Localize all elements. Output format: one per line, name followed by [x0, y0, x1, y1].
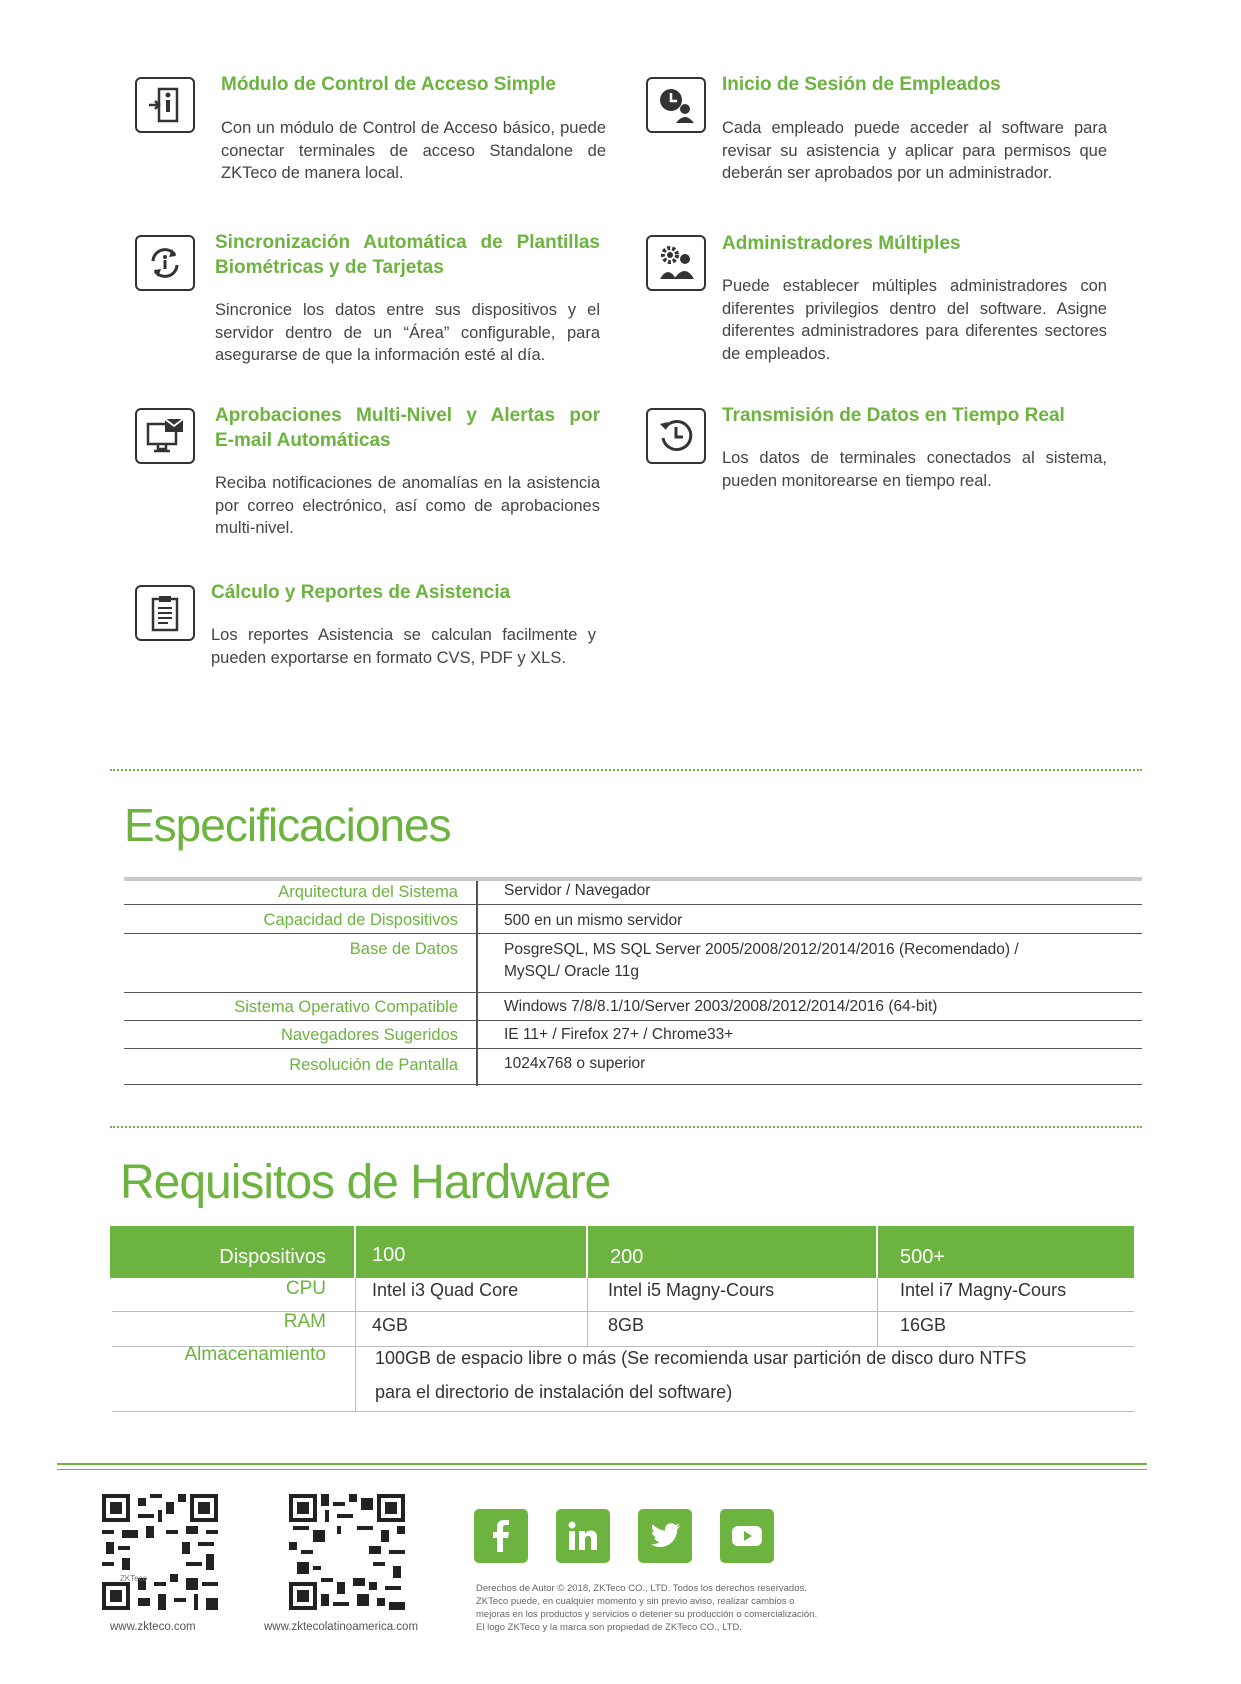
- hw-header-label-cell: [110, 1226, 354, 1278]
- feature-description: Sincronice los datos entre sus dispositivos y el servidor dentro de un “Área” configurable, para asegurarse de que la información esté al día.: [215, 301, 600, 364]
- spec-label: Resolución de Pantalla: [289, 1056, 458, 1074]
- hw-row-divider: [112, 1411, 1134, 1412]
- footer-rule: [57, 1463, 1147, 1465]
- hw-storage-value: para el directorio de instalación del software): [375, 1382, 733, 1402]
- hw-cpu-label: CPU: [285, 1278, 326, 1299]
- hw-column-divider: [587, 1278, 588, 1346]
- section-divider: [110, 1126, 1142, 1128]
- feature-title: Administradores Múltiples: [722, 233, 961, 254]
- spec-value: Windows 7/8/8.1/10/Server 2003/2008/2012/2014/2016 (64-bit): [504, 998, 938, 1015]
- hw-column-divider: [355, 1278, 356, 1412]
- spec-value: 500 en un mismo servidor: [504, 912, 683, 929]
- hw-cpu-500: Intel i7 Magny-Cours: [900, 1280, 1067, 1300]
- feature-title: Transmisión de Datos en Tiempo Real: [722, 405, 1065, 426]
- qr-code-zkteco[interactable]: [102, 1494, 218, 1610]
- twitter-icon[interactable]: [638, 1509, 692, 1563]
- youtube-icon[interactable]: [720, 1509, 774, 1563]
- spec-row: [124, 1050, 1142, 1085]
- copyright-line: El logo ZKTeco y la marca son propiedad de ZKTeco CO., LTD.: [476, 1622, 742, 1633]
- feature-title: Biométricas y de Tarjetas: [215, 257, 444, 278]
- feature-title: E-mail Automáticas: [215, 430, 391, 451]
- hw-column-divider: [877, 1278, 878, 1346]
- spec-value: Servidor / Navegador: [504, 882, 651, 899]
- multi-admin-icon: [646, 235, 706, 291]
- copyright-line: mejoras en los productos y servicios o detener su producción o comercialización.: [476, 1609, 818, 1620]
- qr-caption[interactable]: www.zkteco.com: [110, 1621, 196, 1633]
- hardware-title: Requisitos de Hardware: [120, 1156, 611, 1209]
- hw-storage-label: Almacenamiento: [184, 1344, 326, 1365]
- spec-value: PosgreSQL, MS SQL Server 2005/2008/2012/2014/2016 (Recomendado) /: [504, 941, 1019, 958]
- sync-icon: [135, 235, 195, 291]
- hw-header-label: Dispositivos: [219, 1246, 326, 1268]
- hw-header-cell: [588, 1226, 876, 1278]
- spec-label: Capacidad de Dispositivos: [263, 911, 458, 929]
- spec-value: IE 11+ / Firefox 27+ / Chrome33+: [504, 1026, 734, 1043]
- feature-description: Puede establecer múltiples administradores con diferentes privilegios dentro del software. Asigne diferentes administradores para diferentes sectores de empleados.: [722, 277, 1107, 363]
- copyright-line: ZKTeco puede, en cualquier momento y sin previo aviso, realizar cambios o: [476, 1596, 795, 1607]
- facebook-icon[interactable]: [474, 1509, 528, 1563]
- feature-title: Aprobaciones Multi-Nivel y Alertas por: [215, 405, 600, 426]
- spec-label: Navegadores Sugeridos: [280, 1026, 458, 1044]
- realtime-clock-icon: [646, 408, 706, 464]
- hw-header-cell: [878, 1226, 1134, 1278]
- spec-row: [124, 994, 1142, 1021]
- feature-title: Cálculo y Reportes de Asistencia: [211, 582, 511, 603]
- footer-rule: [57, 1469, 1147, 1470]
- qr-logo: ZKTeco: [120, 1574, 148, 1583]
- spec-row: [124, 906, 1142, 934]
- spec-row: [124, 1022, 1142, 1049]
- feature-title: Sincronización Automática de Plantillas: [215, 232, 600, 253]
- section-divider: [110, 769, 1142, 771]
- qr-caption[interactable]: www.zktecolatinoamerica.com: [264, 1621, 419, 1633]
- employee-clock-icon: [646, 77, 706, 133]
- hw-cpu-200: Intel i5 Magny-Cours: [608, 1280, 775, 1300]
- feature-description: Los datos de terminales conectados al sistema, pueden monitorearse en tiempo real.: [722, 449, 1107, 490]
- copyright-line: Derechos de Autor © 2018, ZKTeco CO., LTD. Todos los derechos reservados.: [476, 1583, 807, 1594]
- feature-description: Cada empleado puede acceder al software para revisar su asistencia y aplicar para permisos que deberán ser aprobados por un administrador.: [722, 119, 1107, 182]
- hw-storage-value: 100GB de espacio libre o más (Se recomienda usar partición de disco duro NTFS: [375, 1348, 1027, 1368]
- hw-header-cell: [356, 1226, 586, 1278]
- hw-ram-100: 4GB: [372, 1315, 409, 1335]
- hw-header-500: 500+: [900, 1246, 946, 1268]
- specs-title: Especificaciones: [124, 799, 451, 851]
- hw-ram-500: 16GB: [900, 1315, 947, 1335]
- spec-label: Arquitectura del Sistema: [278, 883, 458, 901]
- hw-ram-200: 8GB: [608, 1315, 645, 1335]
- linkedin-icon[interactable]: [556, 1509, 610, 1563]
- feature-title: Inicio de Sesión de Empleados: [722, 74, 1001, 95]
- qr-code-zktecolatinoamerica[interactable]: [289, 1494, 405, 1610]
- spec-row: [124, 881, 1142, 905]
- email-monitor-icon: [135, 408, 195, 464]
- hw-header-200: 200: [610, 1246, 644, 1268]
- spec-value: 1024x768 o superior: [504, 1055, 646, 1072]
- feature-description: Los reportes Asistencia se calculan facilmente y pueden exportarse en formato CVS, PDF y XLS.: [211, 626, 596, 667]
- feature-description: Reciba notificaciones de anomalías en la asistencia por correo electrónico, así como de aprobaciones multi-nivel.: [215, 474, 600, 537]
- copyright-notice: [476, 1582, 817, 1634]
- hw-header-100: 100: [372, 1244, 406, 1266]
- clipboard-report-icon: [135, 585, 195, 641]
- spec-label: Base de Datos: [349, 940, 458, 958]
- hw-cpu-100: Intel i3 Quad Core: [372, 1280, 519, 1300]
- hw-ram-label: RAM: [283, 1311, 326, 1332]
- spec-row: [124, 935, 1142, 993]
- feature-description: Con un módulo de Control de Acceso básico, puede conectar terminales de acceso Standalone de ZKTeco de manera local.: [221, 119, 606, 182]
- spec-label: Sistema Operativo Compatible: [234, 998, 458, 1016]
- feature-title: Módulo de Control de Acceso Simple: [221, 74, 556, 95]
- hw-row-divider: [112, 1311, 1134, 1312]
- door-access-icon: [135, 77, 195, 133]
- spec-value: MySQL/ Oracle 11g: [504, 963, 639, 980]
